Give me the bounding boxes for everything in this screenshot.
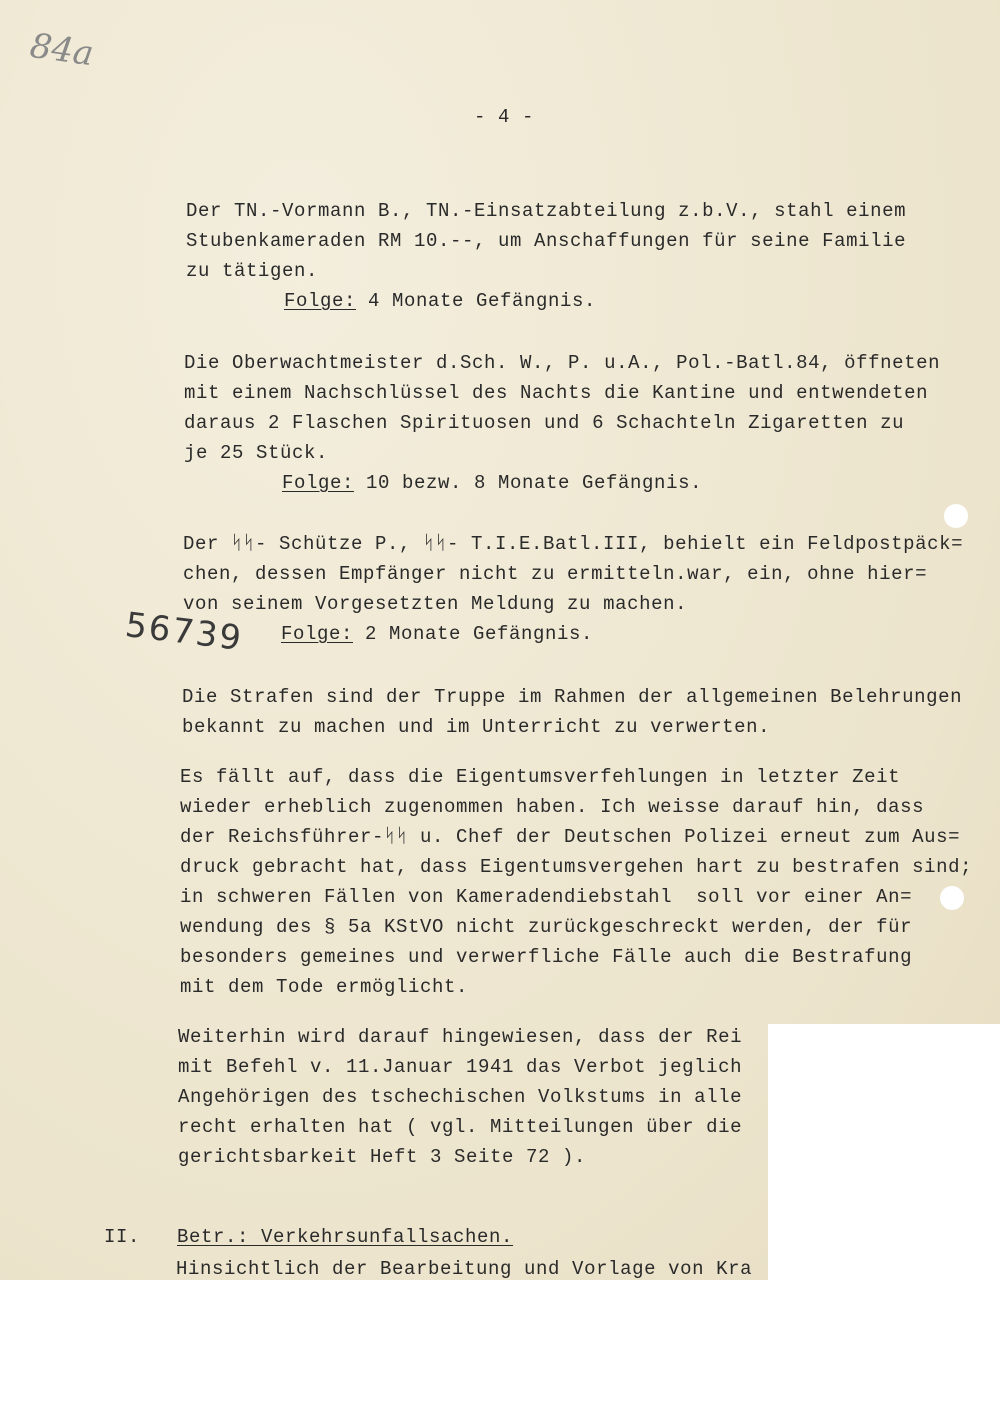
punch-hole-top (944, 504, 968, 528)
verdict-text: 10 bezw. 8 Monate Gefängnis. (354, 472, 703, 494)
page-number: - 4 - (474, 106, 535, 128)
case3-verdict (281, 623, 593, 645)
case2-line-3: daraus 2 Flaschen Spirituosen und 6 Schachteln Zigaretten zu (184, 412, 905, 434)
verdict-text: 4 Monate Gefängnis. (356, 290, 597, 312)
verdict-label: Folge: (282, 472, 355, 494)
further-line-2: mit Befehl v. 11.Januar 1941 das Verbot jeglich (178, 1056, 743, 1078)
further-line-1: Weiterhin wird darauf hingewiesen, dass der Rei (178, 1026, 743, 1048)
case3-line-1: Der ᛋᛋ- Schütze P., ᛋᛋ- T.I.E.Batl.III, behielt ein Feldpostpäck= (183, 533, 964, 555)
case3-line-2: chen, dessen Empfänger nicht zu ermitteln.war, ein, ohne hier= (183, 563, 928, 585)
instruction-line-1: Die Strafen sind der Truppe im Rahmen der allgemeinen Belehrungen (182, 686, 963, 708)
case1-line-3: zu tätigen. (186, 260, 319, 282)
property-line-1: Es fällt auf, dass die Eigentumsverfehlungen in letzter Zeit (180, 766, 901, 788)
property-line-8: mit dem Tode ermöglicht. (180, 976, 469, 998)
archive-stamp-number: 56739 (123, 604, 246, 660)
case1-verdict (284, 290, 596, 312)
section-number: II. (104, 1226, 141, 1248)
section-heading: Betr.: Verkehrsunfallsachen. (177, 1226, 514, 1248)
case2-verdict (282, 472, 702, 494)
property-line-5: in schweren Fällen von Kameradendiebstahl soll vor einer An= (180, 886, 913, 908)
further-line-3: Angehörigen des tschechischen Volkstums in alle (178, 1086, 743, 1108)
verdict-label: Folge: (281, 623, 354, 645)
property-line-3: der Reichsführer-ᛋᛋ u. Chef der Deutschen Polizei erneut zum Aus= (180, 826, 961, 848)
instruction-line-2: bekannt zu machen und im Unterricht zu verwerten. (182, 716, 771, 738)
case1-line-1: Der TN.-Vormann B., TN.-Einsatzabteilung z.b.V., stahl einem (186, 200, 907, 222)
handwritten-annotation: 84a (27, 25, 97, 75)
section-first-line: Hinsichtlich der Bearbeitung und Vorlage von Kra (176, 1258, 753, 1280)
case2-line-2: mit einem Nachschlüssel des Nachts die Kantine und entwendeten (184, 382, 929, 404)
case2-line-1: Die Oberwachtmeister d.Sch. W., P. u.A., Pol.-Batl.84, öffneten (184, 352, 941, 374)
case2-line-4: je 25 Stück. (184, 442, 329, 464)
property-line-6: wendung des § 5a KStVO nicht zurückgeschreckt werden, der für (180, 916, 913, 938)
verdict-label: Folge: (284, 290, 357, 312)
case1-line-2: Stubenkameraden RM 10.--, um Anschaffungen für seine Familie (186, 230, 907, 252)
masked-area (768, 1024, 1000, 1280)
further-line-5: gerichtsbarkeit Heft 3 Seite 72 ). (178, 1146, 587, 1168)
property-line-4: druck gebracht hat, dass Eigentumsvergehen hart zu bestrafen sind; (180, 856, 973, 878)
further-line-4: recht erhalten hat ( vgl. Mitteilungen über die (178, 1116, 743, 1138)
bottom-margin (0, 1280, 1000, 1409)
punch-hole-bottom (940, 886, 964, 910)
property-line-7: besonders gemeines und verwerfliche Fälle auch die Bestrafung (180, 946, 913, 968)
verdict-text: 2 Monate Gefängnis. (353, 623, 594, 645)
property-line-2: wieder erheblich zugenommen haben. Ich weisse darauf hin, dass (180, 796, 925, 818)
case3-line-3: von seinem Vorgesetzten Meldung zu machen. (183, 593, 688, 615)
